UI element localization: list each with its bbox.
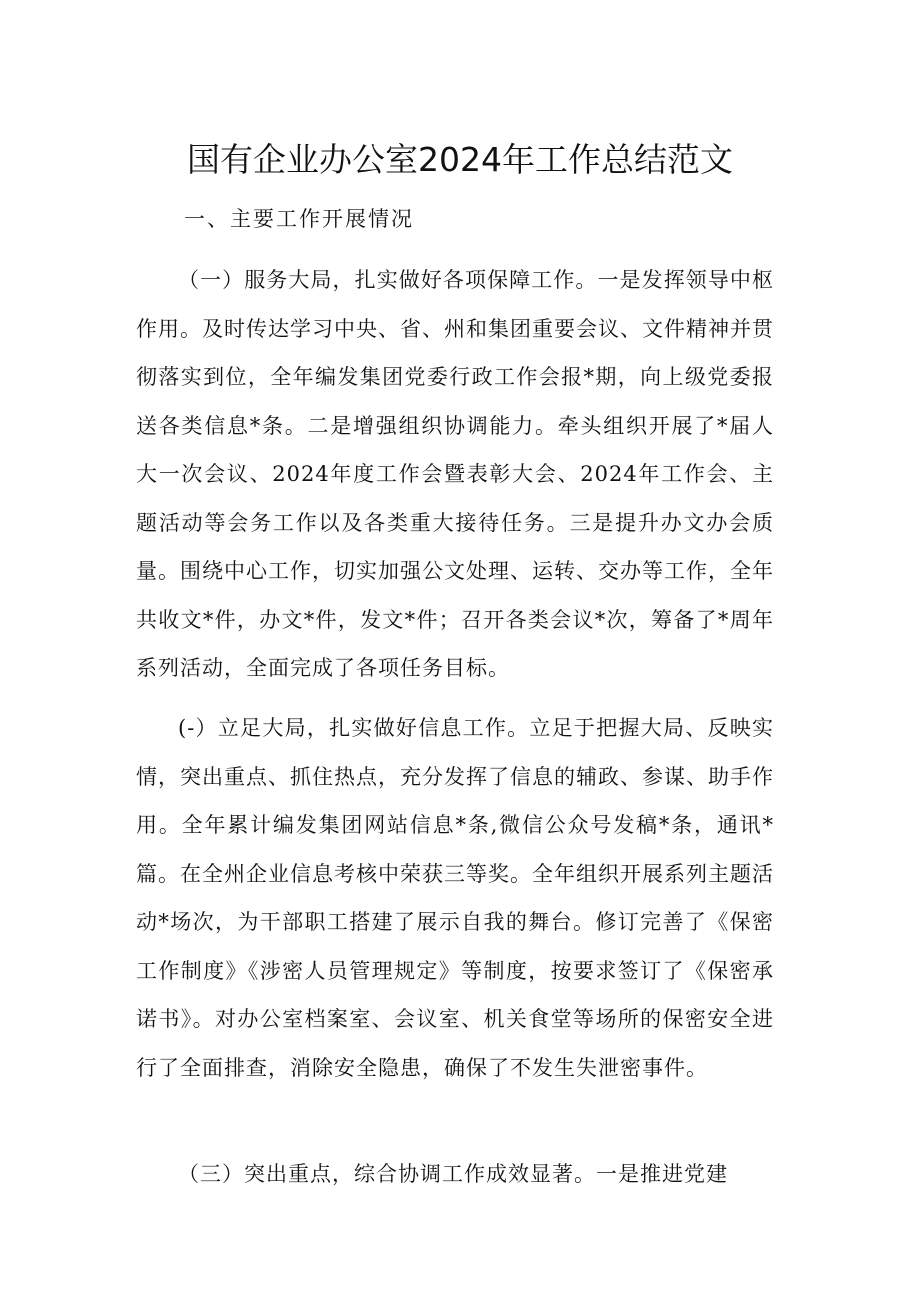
- section-heading: 一、主要工作开展情况: [184, 207, 414, 231]
- document-title: 国有企业办公室2024年工作总结范文: [187, 140, 733, 179]
- paragraph-coordination: （三）突出重点，综合协调工作成效显著。一是推进党建: [178, 1162, 728, 1186]
- paragraph-service: （一）服务大局，扎实做好各项保障工作。一是发挥领导中枢作用。及时传达学习中央、省、州和集团重要会议、文件精神并贯彻落实到位，全年编发集团党委行政工作会报*期，向上级党委报送各类信息*条。二是增强组织协调能力。牵头组织开展了*届人大一次会议、2024年度工作会暨表彰大会、2024年工作会、主题活动等会务工作以及各类重大接待任务。三是提升办文办会质量。围绕中心工作，切实加强公文处理、运转、交办等工作，全年共收文*件，办文*件，发文*件；召开各类会议*次，筹备了*周年系列活动，全面完成了各项任务目标。: [136, 268, 774, 680]
- paragraph-information: (-）立足大局，扎实做好信息工作。立足于把握大局、反映实情，突出重点、抓住热点，充分发挥了信息的辅政、参谋、助手作用。全年累计编发集团网站信息*条,微信公众号发稿*条，通讯*篇。在全州企业信息考核中荣获三等奖。全年组织开展系列主题活动*场次，为干部职工搭建了展示自我的舞台。修订完善了《保密工作制度》《涉密人员管理规定》等制度，按要求签订了《保密承诺书》。对办公室档案室、会议室、机关食堂等场所的保密安全进行了全面排查，消除安全隐患，确保了不发生失泄密事件。: [136, 716, 774, 1080]
